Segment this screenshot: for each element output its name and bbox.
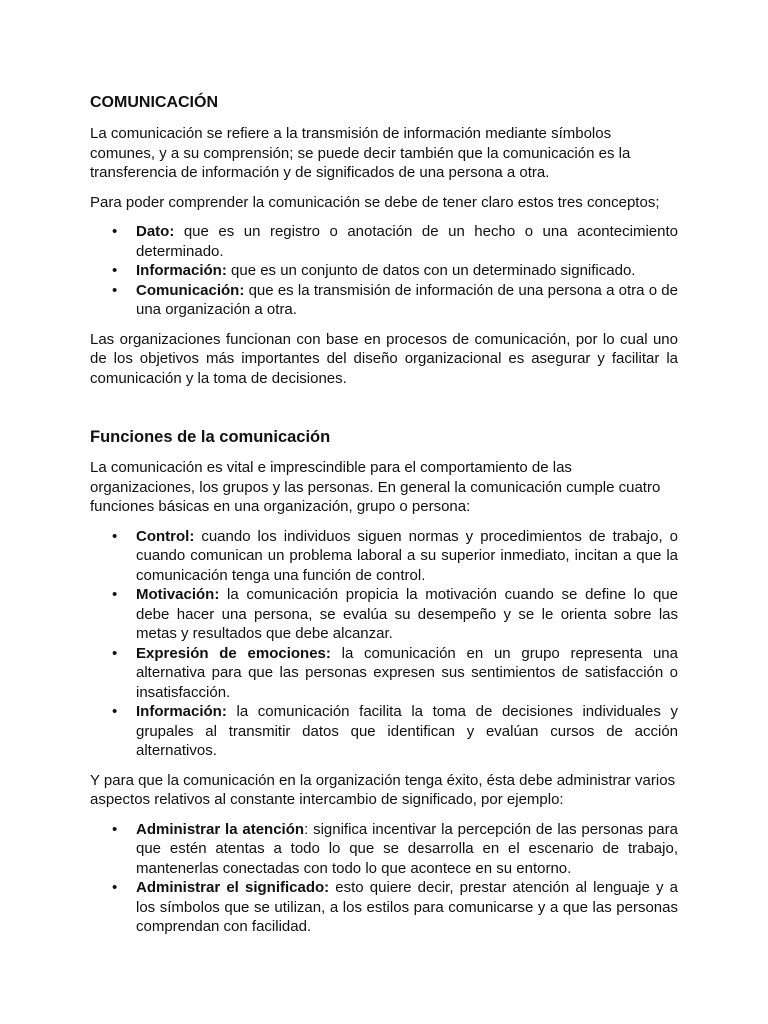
list-item-term: Expresión de emociones: [136,644,331,662]
bullet-icon: • [112,281,118,299]
functions-list [90,527,678,761]
bullet-icon: • [112,262,118,279]
list-item-text: que es un conjunto de datos con un determinado significado. [226,262,636,279]
paragraph-funciones-intro: La comunicación es vital e imprescindible para el comportamiento de las organizaciones, los grupos y las personas. En general la comunicación cumple cuatro funciones básicas en una organización, grupo o persona: [90,459,661,515]
section-spacer [90,398,678,426]
paragraph-closing: Las organizaciones funcionan con base en procesos de comunicación, por lo cual uno de los objetivos más importantes del diseño organizacional es asegurar y facilitar la comunicación y la toma de decisiones. [90,330,678,387]
list-item-text: que es la transmisión de información de una persona a otra o de una organización a otra. [136,281,678,318]
administrar-list [90,820,678,937]
bullet-icon: • [112,644,118,662]
bullet-icon: • [112,586,118,603]
bullet-icon: • [112,223,118,240]
list-item-text: que es un registro o anotación de un hecho o una acontecimiento determinado. [136,223,678,260]
bullet-icon: • [112,527,118,545]
concepts-list [90,222,678,320]
list-item-term: Administrar la atención [136,820,305,838]
list-item-text: la comunicación en un grupo representa una alternativa para que las personas expresen sus sentimientos de satisfacción o insatisfacción. [136,644,678,701]
list-item [90,527,678,586]
list-item-term: Administrar el significado: [136,879,330,896]
section-title-funciones: Funciones de la comunicación [90,428,331,446]
document-body [90,92,678,947]
list-item-text: la comunicación facilita la toma de decisiones individuales y grupales al transmitir datos que identifican y evalúan cursos de acción alternativos. [136,703,678,759]
list-item-text: cuando los individuos siguen normas y procedimientos de trabajo, o cuando comunican un problema laboral a su superior inmediato, incitan a que la comunicación tenga una función de control. [136,527,678,584]
paragraph-lead: Para poder comprender la comunicación se debe de tener claro estos tres conceptos; [90,193,660,211]
list-item [90,261,678,281]
list-item-text: : significa incentivar la percepción de las personas para que estén atentas a todo lo que se desarrolla en el escenario de trabajo, mantenerlas conectadas con todo lo que acontece en su entorno. [136,820,678,877]
list-item [90,820,678,879]
paragraph-intro: La comunicación se refiere a la transmisión de información mediante símbolos comunes, y a su comprensión; se puede decir también que la comunicación es la transferencia de información y de significados de una persona a otra. [90,125,631,181]
list-item [90,281,678,320]
list-item-term: Comunicación: [136,281,245,299]
list-item [90,702,678,761]
bullet-icon: • [112,879,118,896]
paragraph-administrar-lead: Y para que la comunicación en la organización tenga éxito, ésta debe administrar varios aspectos relativos al constante intercambio de significado, por ejemplo: [90,771,676,808]
list-item [90,644,678,703]
bullet-icon: • [112,703,118,720]
list-item-text: esto quiere decir, prestar atención al lenguaje y a los símbolos que se utilizan, a los estilos para comunicarse y a que las personas comprendan con facilidad. [136,879,678,935]
bullet-icon: • [112,820,118,838]
section-title-comunicacion: COMUNICACIÓN [90,94,218,111]
list-item-term: Motivación: [136,586,220,603]
list-item-term: Información: [136,262,227,279]
list-item [90,222,678,261]
list-item-term: Información: [136,703,227,720]
list-item-term: Control: [136,527,195,545]
list-item [90,585,678,644]
list-item-term: Dato: [136,223,175,240]
list-item-text: la comunicación propicia la motivación cuando se define lo que debe hacer una persona, se evalúa su desempeño y se le orienta sobre las metas y resultados que debe alcanzar. [136,586,678,642]
list-item [90,878,678,937]
